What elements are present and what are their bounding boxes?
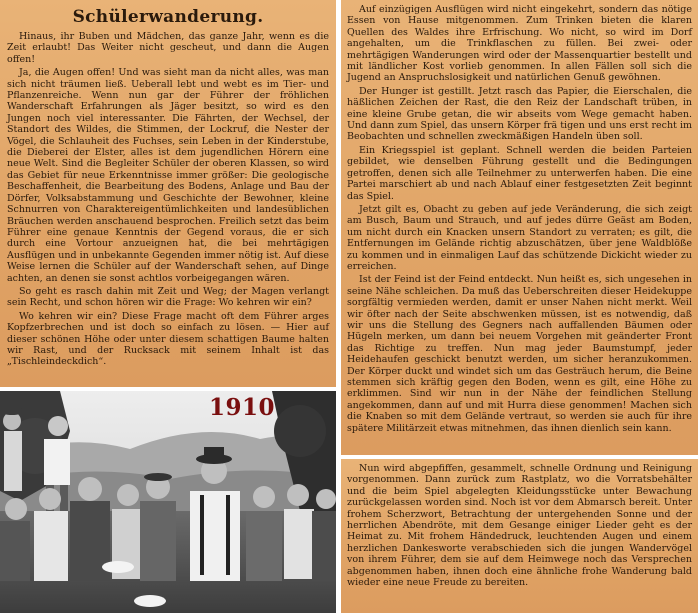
article-paragraph: Der Hunger ist gestillt. Jetzt rasch das Papier, die Eierschalen, die häßlichen Zeichen der Rast, die den Reiz der Landschaft trüben, in eine kleine Grube getan, die wir abseits vom Wege gemacht haben. Und dann zum Spiel, das unsern Körper frä tigen und uns erst recht im Beobachten und schnellen zweckmäßigen Handeln üben soll. [347, 85, 692, 143]
article-paragraph: Jetzt gilt es, Obacht zu geben auf jede Veränderung, die sich zeigt am Busch, Baum und Strauch, und auf jedes dürre Geäst am Boden, um nicht durch ein Knacken unsern Standort zu verraten; es gilt, die Entfernungen im Gelände richtig abzuschätzen, über jene Waldblöße zu kommen und in einmaligen Lauf das schützende Dickicht wieder zu erreichen. [347, 203, 692, 272]
photo-year-label: 1910 [209, 394, 276, 421]
article-paragraph: So geht es rasch dahin mit Zeit und Weg; der Magen verlangt sein Recht, und schon hören wir die Frage: Wo kehren wir ein? [7, 285, 329, 309]
article-title: Schülerwanderung. [72, 7, 264, 27]
article-left-column [0, 0, 336, 387]
article-paragraph: Nun wird abgepfiffen, gesammelt, schnelle Ordnung und Reinigung vorgenommen. Dann zurück zum Rastplatz, wo die Vorratsbehälter und die beim Spiel abgelegten Kleidungsstücke unter Bewachung zurückgelassen worden sind. Noch ist vor dem Abmarsch bereit. Unter frohem Scherzwort, Betrachtung der untergehenden Sonne und der herrlichen Abendröte, mit dem Gesange einiger Lieder geht es der Heimat zu. Mit frohem Händedruck, leuchtenden Augen und einem herzlichen Dankesworte verabschieden sich die jungen Wandervögel von ihrem Führer, dem sie auf dem Heimwege noch das Versprechen abgenommen haben, ihnen doch eine ähnliche frohe Wanderung bald wieder eine neue Freude zu bereiten. [347, 463, 692, 589]
article-paragraph: Ist der Feind ist der Feind entdeckt. Nun heißt es, sich ungesehen in seine Nähe schleichen. Da muß das Ueberschreiten dieser Heidekuppe sorgfältig vermieden werden, damit er unser Nahen nicht merkt. Weil wir öfter nach der Seite abschwenken müssen, ist es notwendig, daß wir uns die Stellung des Gegners nach auffallenden Bäumen oder Hügeln merken, um dann bei neuem Vorgehen mit geänderter Front das Richtige zu treffen. Nun mag jeder Baumstumpf, jeder Heidehaufen geschickt benutzt werden, um sicher heranzukommen. Der Körper duckt und windet sich um das Gesträuch herum, die Beine stemmen sich kräftig gegen den Boden, wenn es gilt, eine Höhe zu erklimmen. Sind wir nun in der Nähe der feindlichen Stellung angekommen, dann auf und mit Hurra diese genommen! Machen sich die Knaben so mit dem Gelände vertraut, so werden sie auch für ihre spätere Militärzeit etwas mitnehmen, das ihnen dienlich sein kann. [347, 274, 692, 434]
photo-illustration [0, 391, 336, 613]
article-paragraph: Ja, die Augen offen! Und was sieht man da nicht alles, was man sich nicht träumen ließ. Ueberall lebt und webt es im Tier- und Pflanzenreiche. Wenn nun gar der Führer der fröhlichen Wanderschaft Erfahrungen als Jäger besitzt, so wird es den Jungen noch viel interessanter. Die Fährten, der Wechsel, der Standort des Wildes, die Stimmen, der Lockruf, die Nester der Vögel, die Schlauheit des Fuchses, sein Leben in der Kinderstube, die Dieberei der Elster, alles ist dem jugendlichen Hörern eine neue Welt. Sind die Begleiter Schüler der oberen Klassen, so wird das Gebiet für neue Erkenntnisse immer größer: Die geologische Beschaffenheit, die Bearbeitung des Bodens, Anlage und Bau der Dörfer, Volksabstammung und Geschichte der Bewohner, kleine Schnurren von Charaktereigentümlichkeiten und landesüblichen Bräuchen werden anschauend besprochen. Freilich setzt das beim Führer eine genaue Kenntnis der Gegend voraus, die er sich durch eine Vortour anzueignen hat, die bei mehrtägigen Ausflügen und in unbekannte Gegenden immer nötig ist. Auf diese Weise lernen die Schüler auf der Wanderschaft sehen, auf Dinge achten, an denen sie sonst achtlos vorbeigegangen wären. [7, 67, 329, 284]
article-right-column [341, 0, 698, 455]
article-paragraph: Hinaus, ihr Buben und Mädchen, das ganze Jahr, wenn es die Zeit erlaubt! Das Weiter nicht gescheut, und dann die Augen offen! [7, 31, 329, 65]
historic-group-photo [0, 391, 336, 613]
article-paragraph: Auf einzügigen Ausflügen wird nicht eingekehrt, sondern das nötige Essen von Hause mitgenommen. Zum Trinken bieten die klaren Quellen des Waldes ihre Erfrischung. Wo nicht, so wird im Dorf angehalten, um die Trinkflaschen zu füllen. Bei zwei- oder mehrtägigen Wanderungen wird oder der Massenquartier bestellt und mit ländlicher Kost vorlieb genommen. In allen Fällen soll sich die Jugend an Anspruchslosigkeit und natürlichen Genuß gewöhnen. [347, 4, 692, 84]
article-paragraph: Ein Kriegsspiel ist geplant. Schnell werden die beiden Parteien gebildet, wie denselben Führung gestellt und die Bedingungen getroffen, denen sich alle Teilnehmer zu unterwerfen haben. Die eine Partei marschiert ab und nach Ablauf einer festgesetzten Zeit beginnt das Spiel. [347, 144, 692, 202]
article-bottom-block [341, 459, 698, 613]
article-paragraph: Wo kehren wir ein? Diese Frage macht oft dem Führer arges Kopfzerbrechen und ist doch so einfach zu lösen. — Hier auf dieser schönen Höhe oder unter diesem schattigen Baume halten wir Rast, und der Rucksack mit seinem Inhalt ist das „Tischleindeckdich“. [7, 310, 329, 368]
